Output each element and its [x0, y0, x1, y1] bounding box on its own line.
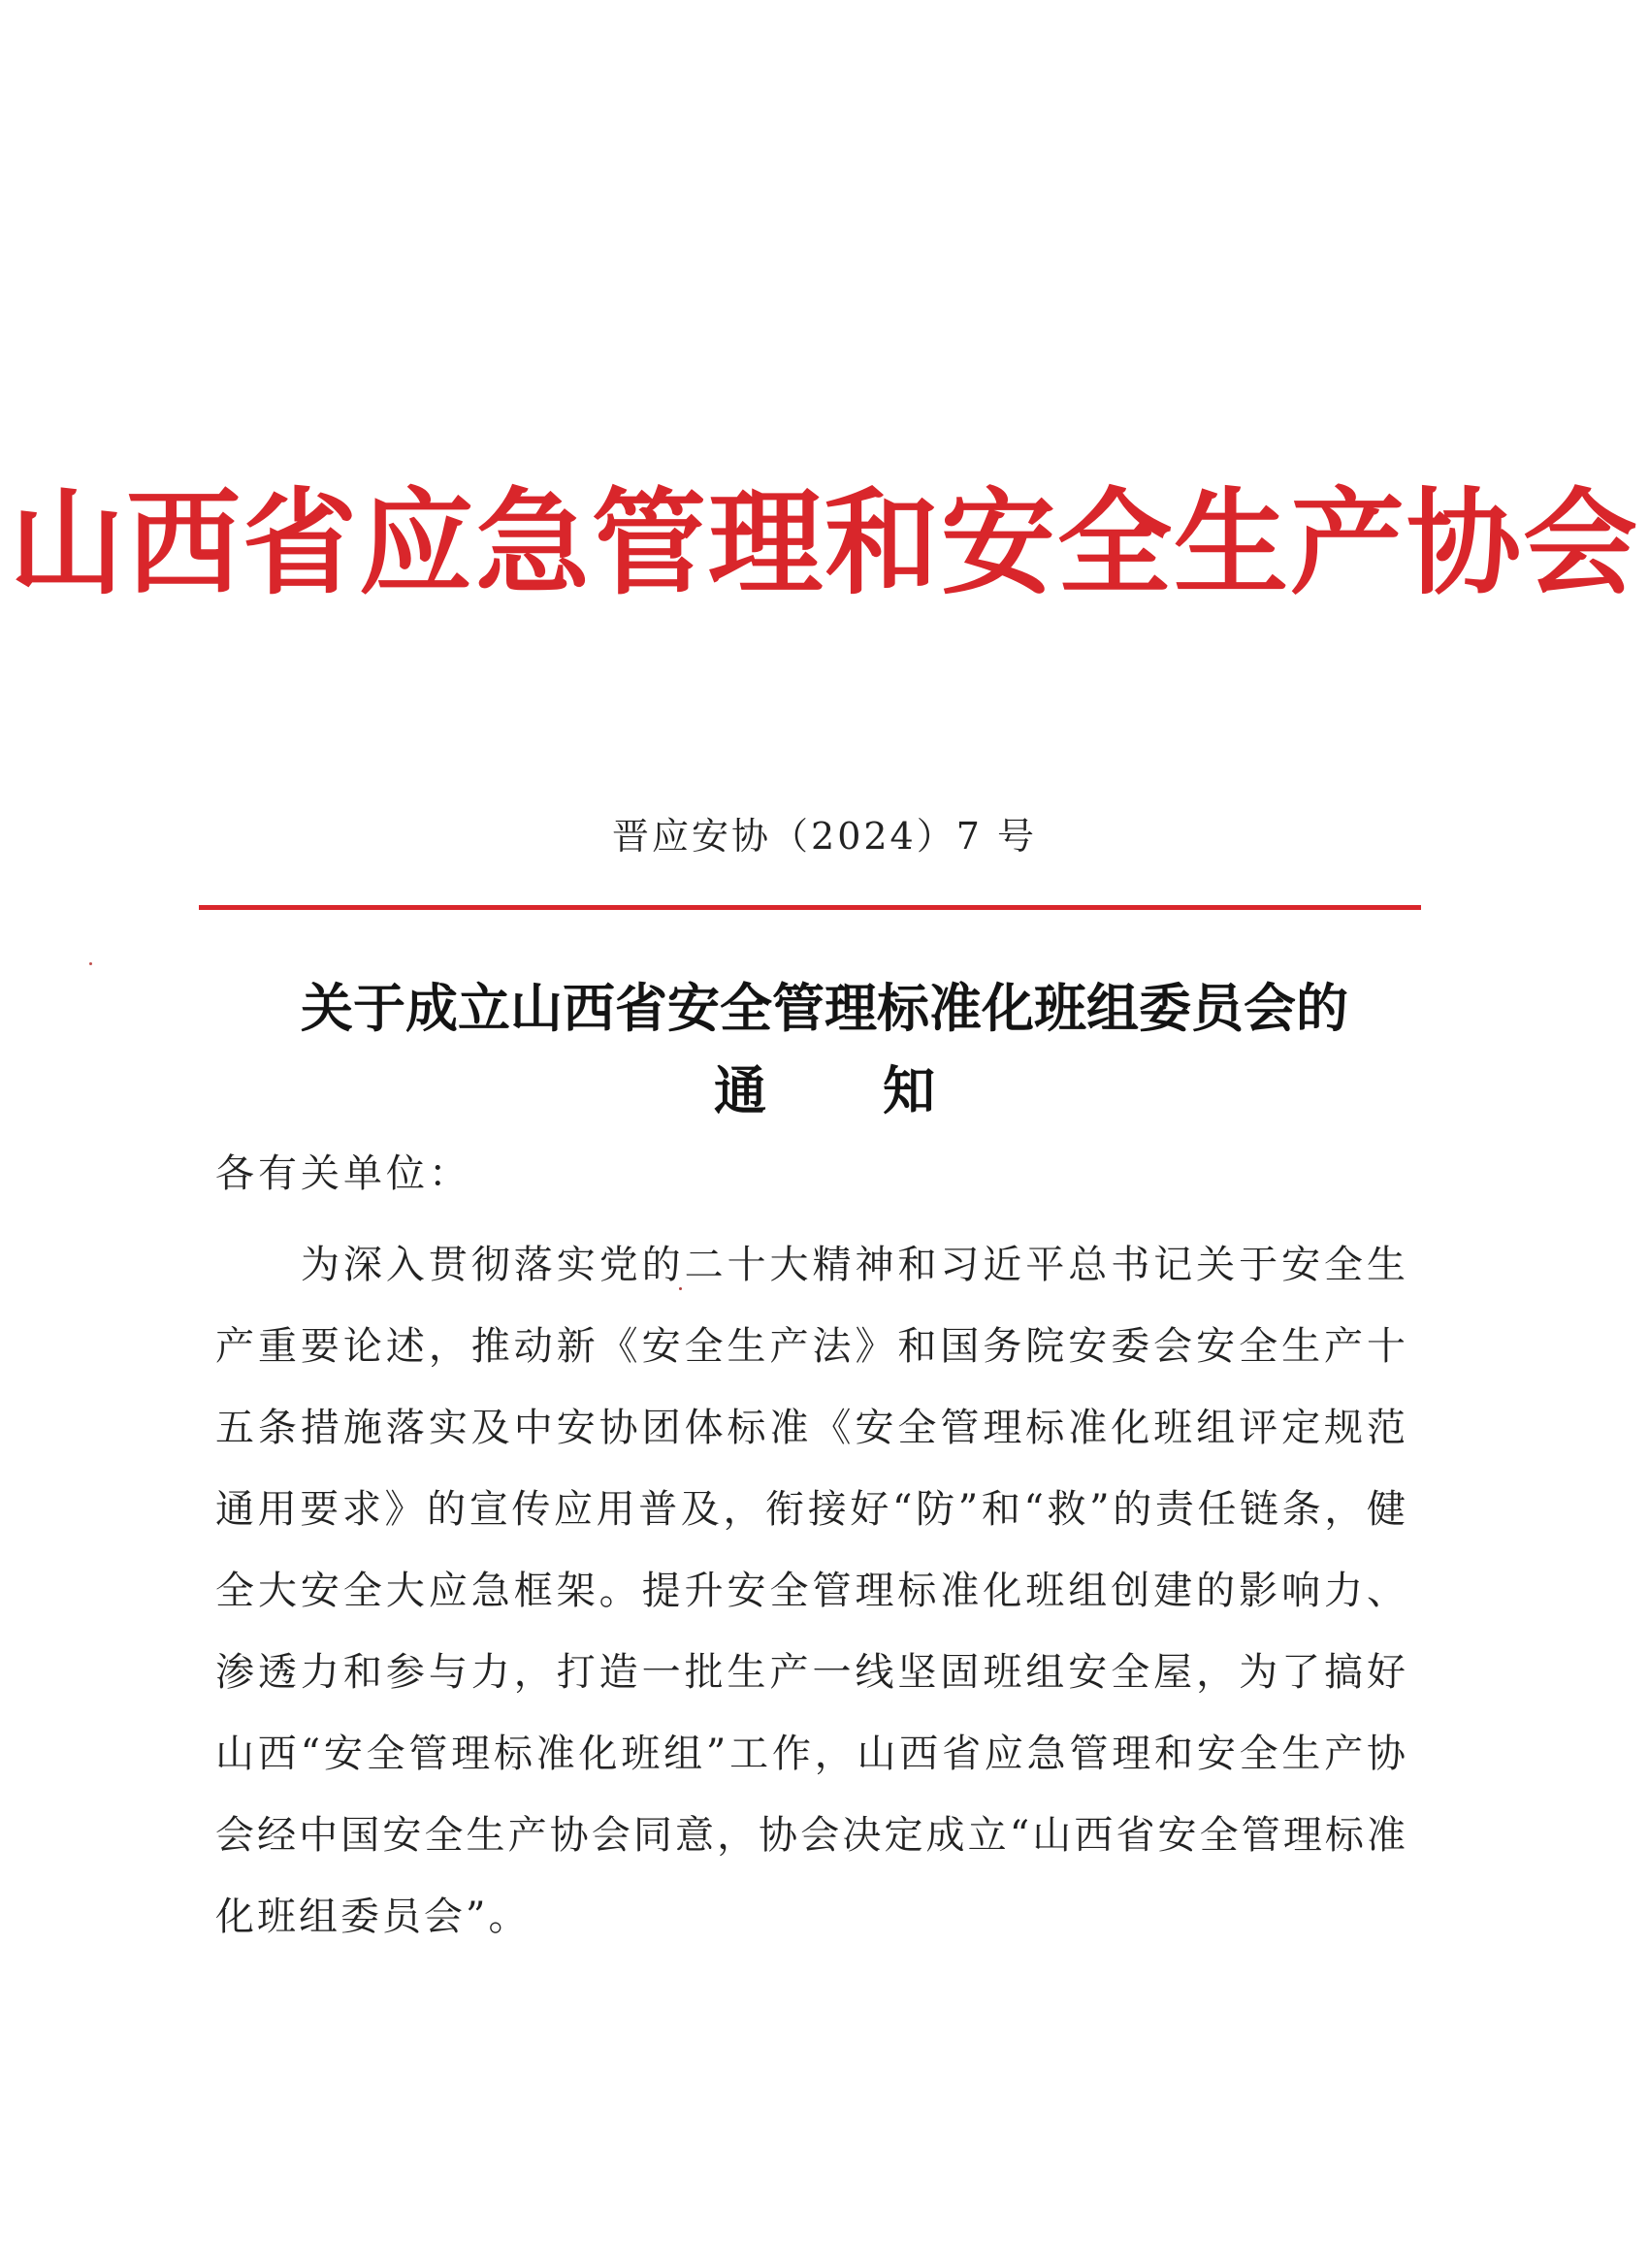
scan-speck [89, 962, 92, 965]
document-title-line-1: 关于成立山西省安全管理标准化班组委员会的 [301, 978, 1348, 1039]
document-number: 晋应安协（2024）7 号 [612, 815, 1037, 858]
body-paragraph: 为深入贯彻落实党的二十大精神和习近平总书记关于安全生产重要论述，推动新《安全生产法》和国务院安委会安全生产十五条措施落实及中安协团体标准《安全管理标准化班组评定规范通用要求》的宣传应用普及，衔接好“防”和“救”的责任链条，健全大安全大应急框架。提升安全管理标准化班组创建的影响力、渗透力和参与力，打造一批生产一线坚固班组安全屋，为了搞好山西“安全管理标准化班组”工作，山西省应急管理和安全生产协会经中国安全生产协会同意，协会决定成立“山西省安全管理标准化班组委员会”。 [215, 1243, 1408, 1939]
red-divider-line [199, 905, 1421, 910]
scan-speck [679, 1287, 682, 1290]
document-title-line-2: 通知 [714, 1060, 1051, 1121]
salutation: 各有关单位： [215, 1151, 471, 1196]
letterhead-org-name: 山西省应急管理和安全生产协会 [9, 475, 1639, 610]
